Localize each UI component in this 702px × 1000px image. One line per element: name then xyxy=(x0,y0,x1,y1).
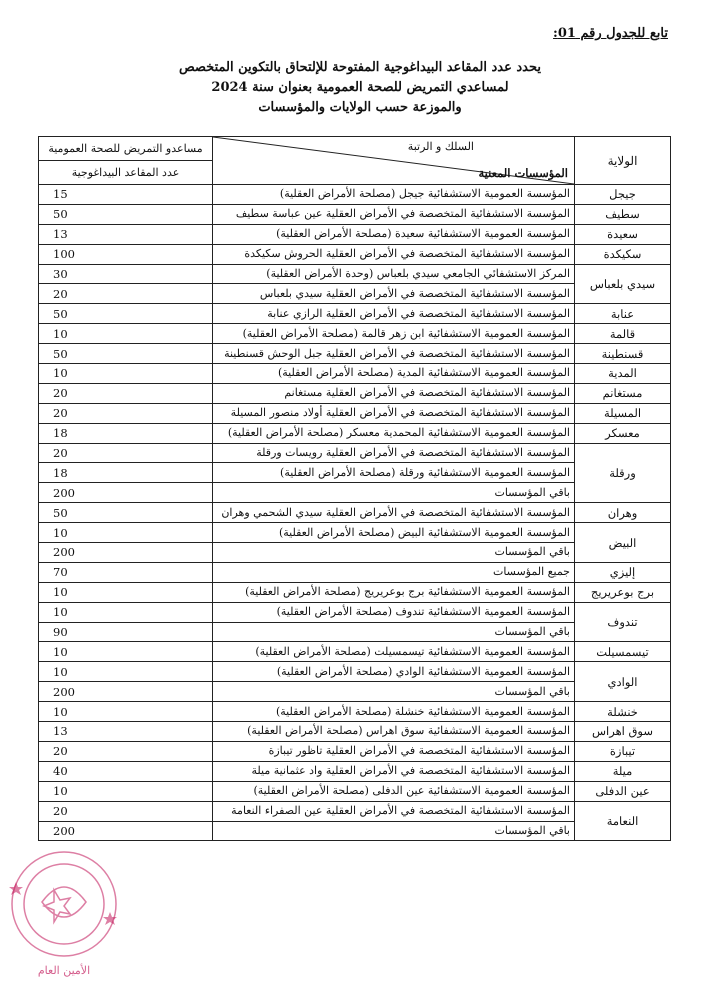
seats-cell: 13 xyxy=(39,722,213,742)
institution-cell: باقي المؤسسات xyxy=(213,622,575,642)
wilaya-cell: المسيلة xyxy=(575,403,671,423)
institution-cell: المؤسسة الاستشفائية المتخصصة في الأمراض العقلية الحروش سكيكدة xyxy=(213,244,575,264)
seats-cell: 10 xyxy=(39,702,213,722)
seats-cell: 50 xyxy=(39,204,213,224)
wilaya-cell: وهران xyxy=(575,503,671,523)
table-row xyxy=(39,423,671,443)
seats-cell: 20 xyxy=(39,741,213,761)
table-row xyxy=(39,801,671,821)
institution-cell: المؤسسة العمومية الاستشفائية جيجل (مصلحة الأمراض العقلية) xyxy=(213,185,575,205)
table-row xyxy=(39,324,671,344)
table-row xyxy=(39,185,671,205)
table-row xyxy=(39,741,671,761)
wilaya-cell: سوق اهراس xyxy=(575,722,671,742)
wilaya-cell: قالمة xyxy=(575,324,671,344)
institution-cell: المؤسسة العمومية الاستشفائية سعيدة (مصلحة الأمراض العقلية) xyxy=(213,224,575,244)
wilaya-cell: مستغانم xyxy=(575,383,671,403)
seats-cell: 20 xyxy=(39,403,213,423)
seats-cell: 20 xyxy=(39,284,213,304)
seats-cell: 70 xyxy=(39,562,213,582)
wilaya-cell: تيبازة xyxy=(575,741,671,761)
institution-cell: باقي المؤسسات xyxy=(213,543,575,563)
seats-cell: 10 xyxy=(39,364,213,384)
header-seats: عدد المقاعد البيداغوجية xyxy=(39,161,213,185)
wilaya-cell: سيدي بلعباس xyxy=(575,264,671,304)
seats-cell: 15 xyxy=(39,185,213,205)
table-row xyxy=(39,523,671,543)
table-row xyxy=(39,503,671,523)
header-corps-institutions xyxy=(213,137,575,185)
institution-cell: المركز الاستشفائي الجامعي سيدي بلعباس (وحدة الأمراض العقلية) xyxy=(213,264,575,284)
seats-cell: 10 xyxy=(39,642,213,662)
wilaya-cell: النعامة xyxy=(575,801,671,841)
header-nurses: مساعدو التمريض للصحة العمومية xyxy=(39,137,213,161)
table-row xyxy=(39,582,671,602)
table-row xyxy=(39,722,671,742)
institution-cell: المؤسسة العمومية الاستشفائية تندوف (مصلحة الأمراض العقلية) xyxy=(213,602,575,622)
institution-cell: باقي المؤسسات xyxy=(213,682,575,702)
table-row xyxy=(39,224,671,244)
institution-cell: المؤسسة العمومية الاستشفائية المدية (مصلحة الأمراض العقلية) xyxy=(213,364,575,384)
institution-cell: المؤسسة العمومية الاستشفائية برج بوعريريج (مصلحة الأمراض العقلية) xyxy=(213,582,575,602)
table-row xyxy=(39,761,671,781)
table-row xyxy=(39,383,671,403)
wilaya-cell: جيجل xyxy=(575,185,671,205)
table-body xyxy=(39,185,671,841)
table-row xyxy=(39,662,671,682)
heading-line-2: لمساعدي التمريض للصحة العمومية بعنوان سنة 2024 xyxy=(211,80,509,95)
seats-cell: 30 xyxy=(39,264,213,284)
seats-cell: 20 xyxy=(39,383,213,403)
header-corps: السلك و الرتبة xyxy=(407,140,474,153)
institution-cell: المؤسسة الاستشفائية المتخصصة في الأمراض العقلية عين الصفراء النعامة xyxy=(213,801,575,821)
stamp-text: الأمين العام xyxy=(37,964,91,977)
seats-cell: 20 xyxy=(39,443,213,463)
table-row xyxy=(39,403,671,423)
wilaya-cell: سكيكدة xyxy=(575,244,671,264)
seats-cell: 10 xyxy=(39,602,213,622)
table-row xyxy=(39,602,671,622)
institution-cell: المؤسسة العمومية الاستشفائية خنشلة (مصلحة الأمراض العقلية) xyxy=(213,702,575,722)
wilaya-cell: المدية xyxy=(575,364,671,384)
institution-cell: المؤسسة الاستشفائية المتخصصة في الأمراض العقلية جبل الوحش قسنطينة xyxy=(213,344,575,364)
wilaya-cell: إليزي xyxy=(575,562,671,582)
institution-cell: المؤسسة العمومية الاستشفائية سوق اهراس (مصلحة الأمراض العقلية) xyxy=(213,722,575,742)
institution-cell: المؤسسة الاستشفائية المتخصصة في الأمراض العقلية رويسات ورقلة xyxy=(213,443,575,463)
seats-cell: 40 xyxy=(39,761,213,781)
wilaya-cell: البيض xyxy=(575,523,671,563)
seats-cell: 90 xyxy=(39,622,213,642)
official-stamp xyxy=(2,842,122,982)
wilaya-cell: سعيدة xyxy=(575,224,671,244)
header-wilaya: الولاية xyxy=(575,137,671,185)
seats-cell: 10 xyxy=(39,781,213,801)
seats-cell: 200 xyxy=(39,543,213,563)
seats-cell: 18 xyxy=(39,423,213,443)
wilaya-cell: عين الدفلى xyxy=(575,781,671,801)
seats-cell: 50 xyxy=(39,344,213,364)
wilaya-cell: عنابة xyxy=(575,304,671,324)
seats-cell: 20 xyxy=(39,801,213,821)
institution-cell: المؤسسة العمومية الاستشفائية ورقلة (مصلحة الأمراض العقلية) xyxy=(213,463,575,483)
seats-cell: 18 xyxy=(39,463,213,483)
institution-cell: باقي المؤسسات xyxy=(213,821,575,841)
institution-cell: المؤسسة العمومية الاستشفائية عين الدفلى (مصلحة الأمراض العقلية) xyxy=(213,781,575,801)
document-heading xyxy=(130,58,590,118)
seats-cell: 10 xyxy=(39,662,213,682)
continuation-label: تابع للجدول رقم 01: xyxy=(553,26,668,41)
table-row xyxy=(39,642,671,662)
table-row xyxy=(39,781,671,801)
seats-cell: 10 xyxy=(39,523,213,543)
table-row xyxy=(39,244,671,264)
table-row xyxy=(39,702,671,722)
heading-line-1: يحدد عدد المقاعد البيداغوجية المفتوحة للإلتحاق بالتكوين المتخصص xyxy=(178,60,541,75)
seats-cell: 200 xyxy=(39,821,213,841)
institution-cell: المؤسسة الاستشفائية المتخصصة في الأمراض العقلية واد عثمانية ميلة xyxy=(213,761,575,781)
wilaya-cell: برج بوعريريج xyxy=(575,582,671,602)
institution-cell: المؤسسة الاستشفائية المتخصصة في الأمراض العقلية سيدي الشحمي وهران xyxy=(213,503,575,523)
table-row xyxy=(39,344,671,364)
wilaya-cell: الوادي xyxy=(575,662,671,702)
wilaya-cell: معسكر xyxy=(575,423,671,443)
institution-cell: المؤسسة الاستشفائية المتخصصة في الأمراض العقلية سيدي بلعباس xyxy=(213,284,575,304)
wilaya-cell: ميلة xyxy=(575,761,671,781)
institution-cell: المؤسسة الاستشفائية المتخصصة في الأمراض العقلية الرازي عنابة xyxy=(213,304,575,324)
wilaya-cell: قسنطينة xyxy=(575,344,671,364)
seats-cell: 13 xyxy=(39,224,213,244)
table-row xyxy=(39,443,671,463)
seats-cell: 100 xyxy=(39,244,213,264)
heading-line-3: والموزعة حسب الولايات والمؤسسات xyxy=(258,100,462,115)
institution-cell: جميع المؤسسات xyxy=(213,562,575,582)
wilaya-cell: تيسمسيلت xyxy=(575,642,671,662)
table-row xyxy=(39,364,671,384)
wilaya-cell: تندوف xyxy=(575,602,671,642)
seats-cell: 200 xyxy=(39,682,213,702)
wilaya-cell: ورقلة xyxy=(575,443,671,503)
seats-cell: 200 xyxy=(39,483,213,503)
table-row xyxy=(39,264,671,284)
header-institutions: المؤسسات المعنية xyxy=(478,166,568,180)
institution-cell: المؤسسة الاستشفائية المتخصصة في الأمراض العقلية مستغانم xyxy=(213,383,575,403)
wilaya-cell: سطيف xyxy=(575,204,671,224)
institution-cell: المؤسسة العمومية الاستشفائية البيض (مصلحة الأمراض العقلية) xyxy=(213,523,575,543)
seats-cell: 50 xyxy=(39,503,213,523)
institution-cell: باقي المؤسسات xyxy=(213,483,575,503)
institution-cell: المؤسسة العمومية الاستشفائية ابن زهر قالمة (مصلحة الأمراض العقلية) xyxy=(213,324,575,344)
seats-table xyxy=(38,136,671,841)
table-row xyxy=(39,204,671,224)
table-row xyxy=(39,562,671,582)
seats-cell: 10 xyxy=(39,324,213,344)
institution-cell: المؤسسة الاستشفائية المتخصصة في الأمراض العقلية عين عباسة سطيف xyxy=(213,204,575,224)
institution-cell: المؤسسة العمومية الاستشفائية الوادي (مصلحة الأمراض العقلية) xyxy=(213,662,575,682)
table-row xyxy=(39,304,671,324)
institution-cell: المؤسسة الاستشفائية المتخصصة في الأمراض العقلية أولاد منصور المسيلة xyxy=(213,403,575,423)
institution-cell: المؤسسة الاستشفائية المتخصصة في الأمراض العقلية تاظور تيبازة xyxy=(213,741,575,761)
institution-cell: المؤسسة العمومية الاستشفائية المحمدية معسكر (مصلحة الأمراض العقلية) xyxy=(213,423,575,443)
institution-cell: المؤسسة العمومية الاستشفائية تيسمسيلت (مصلحة الأمراض العقلية) xyxy=(213,642,575,662)
seats-cell: 10 xyxy=(39,582,213,602)
seats-cell: 50 xyxy=(39,304,213,324)
wilaya-cell: خنشلة xyxy=(575,702,671,722)
